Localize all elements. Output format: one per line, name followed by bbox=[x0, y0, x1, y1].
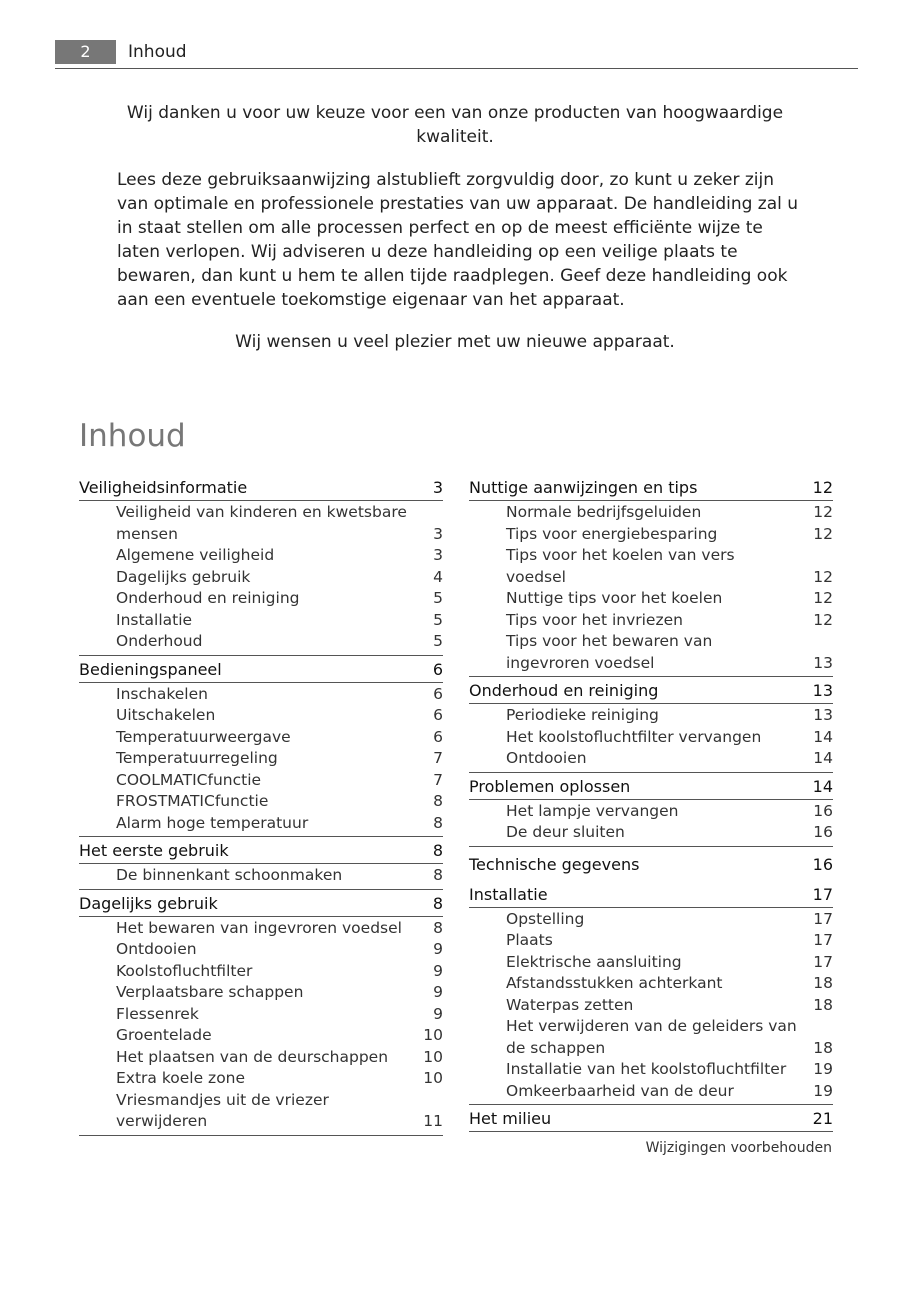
toc-section-page: 16 bbox=[812, 854, 833, 874]
toc-item-label: Algemene veiligheid bbox=[116, 546, 275, 564]
toc-item[interactable] bbox=[506, 610, 833, 632]
toc-column-left bbox=[79, 476, 443, 1138]
toc-item-label: Nuttige tips voor het koelen bbox=[506, 589, 723, 607]
toc-section-title: Bedieningspaneel bbox=[79, 659, 222, 679]
toc-item[interactable] bbox=[116, 545, 443, 567]
toc-item-page: 5 bbox=[433, 632, 443, 650]
toc-item-label: Flessenrek bbox=[116, 1004, 199, 1023]
toc-item-label: Dagelijks gebruik bbox=[116, 567, 251, 586]
toc-item[interactable] bbox=[506, 631, 833, 674]
toc-item[interactable] bbox=[506, 524, 833, 546]
toc-item-label: Opstelling bbox=[506, 909, 585, 928]
toc-item-page: 10 bbox=[423, 1047, 443, 1066]
toc-section-page: 13 bbox=[812, 681, 833, 700]
toc-section-page: 12 bbox=[812, 478, 833, 497]
toc-item-page: 12 bbox=[813, 503, 833, 521]
toc-item-label: Extra koele zone bbox=[116, 1069, 246, 1087]
intro-thanks: Wij danken u voor uw keuze voor een van onze producten van hoogwaardige kwaliteit. bbox=[126, 103, 784, 147]
toc-item-label: Koolstofluchtfilter bbox=[116, 961, 253, 980]
toc-item-page: 18 bbox=[813, 995, 833, 1014]
toc-item[interactable] bbox=[116, 1090, 443, 1133]
toc-item-label: Temperatuurregeling bbox=[116, 749, 278, 767]
toc-section-title: Technische gegevens bbox=[469, 854, 640, 874]
toc-item-page: 17 bbox=[813, 952, 833, 971]
toc-section-title: Problemen oplossen bbox=[469, 776, 631, 796]
toc-item-label: Tips voor energiebesparing bbox=[506, 524, 718, 543]
toc-section-heading[interactable] bbox=[469, 476, 833, 501]
toc-item-label: Het plaatsen van de deurschappen bbox=[116, 1047, 389, 1066]
toc-section-title: Het milieu bbox=[469, 1109, 552, 1128]
toc-item-page: 19 bbox=[813, 1060, 833, 1078]
toc-item-list bbox=[469, 800, 833, 846]
toc-section bbox=[79, 892, 443, 1136]
toc-item-label: Inschakelen bbox=[116, 684, 208, 703]
toc-item-page: 8 bbox=[433, 866, 443, 884]
toc-item-label: Onderhoud bbox=[116, 632, 203, 650]
toc-item-page: 19 bbox=[813, 1081, 833, 1100]
toc-item[interactable] bbox=[116, 918, 443, 940]
toc-section bbox=[469, 1107, 833, 1132]
toc-item-page: 6 bbox=[433, 706, 443, 724]
toc-item-page: 13 bbox=[813, 653, 833, 672]
toc-item-list bbox=[79, 683, 443, 837]
page-number: 2 bbox=[55, 40, 116, 64]
toc-item[interactable] bbox=[116, 1068, 443, 1090]
toc-item[interactable] bbox=[116, 610, 443, 632]
toc-item-label: Periodieke reiniging bbox=[506, 706, 659, 724]
toc-item-list bbox=[79, 917, 443, 1135]
toc-item-label: Normale bedrijfsgeluiden bbox=[506, 503, 702, 521]
toc-item[interactable] bbox=[506, 545, 833, 588]
toc-item-page: 8 bbox=[433, 792, 443, 810]
toc-item[interactable] bbox=[116, 705, 443, 727]
toc-item-page: 18 bbox=[813, 1038, 833, 1057]
toc-section-page: 6 bbox=[432, 659, 443, 679]
toc-item-page: 7 bbox=[433, 770, 443, 789]
toc-item-page: 7 bbox=[433, 749, 443, 767]
toc-section-heading[interactable] bbox=[79, 892, 443, 917]
toc-item-label: Vriesmandjes uit de vriezer verwijderen bbox=[116, 1090, 329, 1130]
toc-item-label: Onderhoud en reiniging bbox=[116, 589, 300, 607]
footer-note: Wijzigingen voorbehouden bbox=[645, 1140, 832, 1156]
toc-item-label: Temperatuurweergave bbox=[116, 727, 291, 746]
toc-item-list bbox=[469, 501, 833, 676]
toc-section-heading[interactable] bbox=[469, 1107, 833, 1132]
toc-item-page: 12 bbox=[813, 589, 833, 607]
toc-item[interactable] bbox=[116, 982, 443, 1004]
toc-section-title: Installatie bbox=[469, 884, 548, 904]
toc-item[interactable] bbox=[506, 705, 833, 727]
toc-item-page: 16 bbox=[813, 823, 833, 841]
toc-item[interactable] bbox=[116, 791, 443, 813]
toc-item-page: 13 bbox=[813, 706, 833, 724]
toc-heading: Inhoud bbox=[79, 418, 186, 454]
toc-item-label: Verplaatsbare schappen bbox=[116, 983, 304, 1001]
toc-item[interactable] bbox=[506, 973, 833, 995]
toc-section-heading[interactable] bbox=[79, 658, 443, 683]
toc-column-right bbox=[469, 476, 833, 1134]
toc-item[interactable] bbox=[506, 952, 833, 974]
toc-item-label: Installatie bbox=[116, 610, 193, 629]
toc-item[interactable] bbox=[116, 502, 443, 545]
toc-item-page: 9 bbox=[433, 940, 443, 958]
toc-item-page: 17 bbox=[813, 931, 833, 949]
toc-item-page: 12 bbox=[813, 524, 833, 543]
toc-item-page: 12 bbox=[813, 610, 833, 629]
toc-section-title: Nuttige aanwijzingen en tips bbox=[469, 478, 698, 497]
toc-item-label: Uitschakelen bbox=[116, 706, 216, 724]
toc-item[interactable] bbox=[116, 770, 443, 792]
toc-section-page: 17 bbox=[812, 884, 833, 904]
toc-item-page: 5 bbox=[433, 610, 443, 629]
toc-section bbox=[469, 679, 833, 773]
toc-item-page: 9 bbox=[433, 961, 443, 980]
toc-item-page: 4 bbox=[433, 567, 443, 586]
page-header bbox=[55, 40, 858, 69]
header-title: Inhoud bbox=[128, 42, 187, 62]
toc-item[interactable] bbox=[506, 748, 833, 770]
toc-item-label: Tips voor het bewaren van ingevroren voedsel bbox=[506, 632, 713, 672]
toc-section bbox=[469, 476, 833, 677]
toc-item[interactable] bbox=[116, 813, 443, 835]
toc-item-page: 18 bbox=[813, 974, 833, 992]
toc-item[interactable] bbox=[506, 1081, 833, 1103]
toc-item-page: 9 bbox=[433, 1004, 443, 1023]
toc-item-label: Tips voor het invriezen bbox=[506, 610, 683, 629]
toc-item-label: Veiligheid van kinderen en kwetsbare mensen bbox=[116, 503, 407, 543]
toc-item-list bbox=[469, 704, 833, 772]
toc-section-page: 3 bbox=[432, 478, 443, 497]
toc-item-page: 8 bbox=[433, 918, 443, 937]
toc-item-list bbox=[469, 908, 833, 1105]
toc-item[interactable] bbox=[116, 939, 443, 961]
toc-item-label: Waterpas zetten bbox=[506, 995, 634, 1014]
toc-section bbox=[469, 883, 833, 1106]
toc-item[interactable] bbox=[506, 727, 833, 749]
toc-section bbox=[469, 853, 833, 877]
toc-item[interactable] bbox=[116, 567, 443, 589]
toc-item[interactable] bbox=[116, 1047, 443, 1069]
toc-section-title: Onderhoud en reiniging bbox=[469, 681, 659, 700]
toc-item-page: 6 bbox=[433, 727, 443, 746]
toc-item[interactable] bbox=[116, 865, 443, 887]
toc-item-label: Elektrische aansluiting bbox=[506, 952, 682, 971]
toc-section-heading[interactable] bbox=[469, 883, 833, 908]
toc-section-page: 14 bbox=[812, 776, 833, 796]
toc-item[interactable] bbox=[506, 995, 833, 1017]
toc-item-page: 8 bbox=[433, 813, 443, 832]
toc-item-label: Het koolstofluchtfilter vervangen bbox=[506, 727, 762, 746]
toc-item[interactable] bbox=[506, 801, 833, 823]
toc-item-page: 11 bbox=[423, 1112, 443, 1130]
toc-item-page: 16 bbox=[813, 801, 833, 820]
toc-item-label: Groentelade bbox=[116, 1026, 212, 1044]
toc-section bbox=[79, 839, 443, 890]
toc-item-page: 3 bbox=[433, 546, 443, 564]
toc-item[interactable] bbox=[506, 1016, 833, 1059]
toc-item[interactable] bbox=[116, 684, 443, 706]
toc-item-page: 10 bbox=[423, 1069, 443, 1087]
toc-item-page: 14 bbox=[813, 727, 833, 746]
toc-item[interactable] bbox=[116, 1004, 443, 1026]
toc-item-label: De deur sluiten bbox=[506, 823, 625, 841]
toc-section-heading[interactable] bbox=[469, 679, 833, 704]
intro-wishes: Wij wensen u veel plezier met uw nieuwe apparaat. bbox=[235, 332, 675, 352]
toc-item-label: Installatie van het koolstofluchtfilter bbox=[506, 1060, 787, 1078]
toc-item[interactable] bbox=[116, 588, 443, 610]
toc-item-label: De binnenkant schoonmaken bbox=[116, 866, 343, 884]
toc-item[interactable] bbox=[506, 930, 833, 952]
toc-item[interactable] bbox=[506, 502, 833, 524]
toc-item-label: Het lampje vervangen bbox=[506, 801, 679, 820]
toc-item[interactable] bbox=[506, 822, 833, 844]
toc-item[interactable] bbox=[116, 961, 443, 983]
toc-item-label: Het verwijderen van de geleiders van de schappen bbox=[506, 1017, 797, 1057]
toc-item-label: Tips voor het koelen van vers voedsel bbox=[506, 546, 735, 586]
toc-section-heading[interactable] bbox=[79, 839, 443, 864]
toc-section bbox=[469, 775, 833, 847]
toc-item[interactable] bbox=[506, 909, 833, 931]
toc-section-heading[interactable] bbox=[469, 775, 833, 800]
toc-item-label: COOLMATICfunctie bbox=[116, 770, 262, 789]
toc-section-page: 21 bbox=[812, 1109, 833, 1128]
toc-section-heading[interactable] bbox=[79, 476, 443, 501]
toc-section-page: 8 bbox=[432, 841, 443, 860]
toc-item-page: 14 bbox=[813, 749, 833, 767]
toc-item-label: Alarm hoge temperatuur bbox=[116, 813, 309, 832]
toc-item[interactable] bbox=[116, 727, 443, 749]
toc-item[interactable] bbox=[116, 631, 443, 653]
toc-item-page: 5 bbox=[433, 589, 443, 607]
toc-item-label: Afstandsstukken achterkant bbox=[506, 974, 723, 992]
toc-item-label: FROSTMATICfunctie bbox=[116, 792, 269, 810]
toc-item-page: 9 bbox=[433, 983, 443, 1001]
toc-item[interactable] bbox=[116, 748, 443, 770]
toc-section bbox=[79, 476, 443, 656]
toc-item-page: 10 bbox=[423, 1026, 443, 1044]
intro-instructions: Lees deze gebruiksaanwijzing alstublieft zorgvuldig door, zo kunt u zeker zijn van optimale en professionele prestaties van uw apparaat. De handleiding zal u in staat stellen om alle processen perfect en op de meest efficiënte wijze te laten verlopen. Wij adviseren u deze handleiding op een veilige plaats te bewaren, dan kunt u hem te allen tijde raadplegen. Geef deze handleiding ook aan een eventuele toekomstige eigenaar van het apparaat. bbox=[117, 170, 799, 310]
toc-item-label: Plaats bbox=[506, 931, 553, 949]
toc-item-page: 3 bbox=[433, 524, 443, 543]
toc-section bbox=[79, 658, 443, 838]
toc-section-title: Het eerste gebruik bbox=[79, 841, 229, 860]
toc-item-list bbox=[79, 864, 443, 889]
toc-section-title: Veiligheidsinformatie bbox=[79, 478, 248, 497]
toc-item-page: 6 bbox=[433, 684, 443, 703]
toc-item-label: Ontdooien bbox=[506, 749, 587, 767]
toc-item[interactable] bbox=[506, 588, 833, 610]
toc-section-title: Dagelijks gebruik bbox=[79, 893, 218, 913]
toc-item-list bbox=[79, 501, 443, 655]
toc-item-page: 12 bbox=[813, 567, 833, 586]
toc-item[interactable] bbox=[116, 1025, 443, 1047]
toc-item-label: Ontdooien bbox=[116, 940, 197, 958]
toc-item-page: 17 bbox=[813, 909, 833, 928]
toc-section-heading[interactable] bbox=[469, 853, 833, 877]
toc-item-label: Omkeerbaarheid van de deur bbox=[506, 1081, 734, 1100]
toc-section-page: 8 bbox=[432, 893, 443, 913]
toc-item-label: Het bewaren van ingevroren voedsel bbox=[116, 918, 402, 937]
toc-item[interactable] bbox=[506, 1059, 833, 1081]
